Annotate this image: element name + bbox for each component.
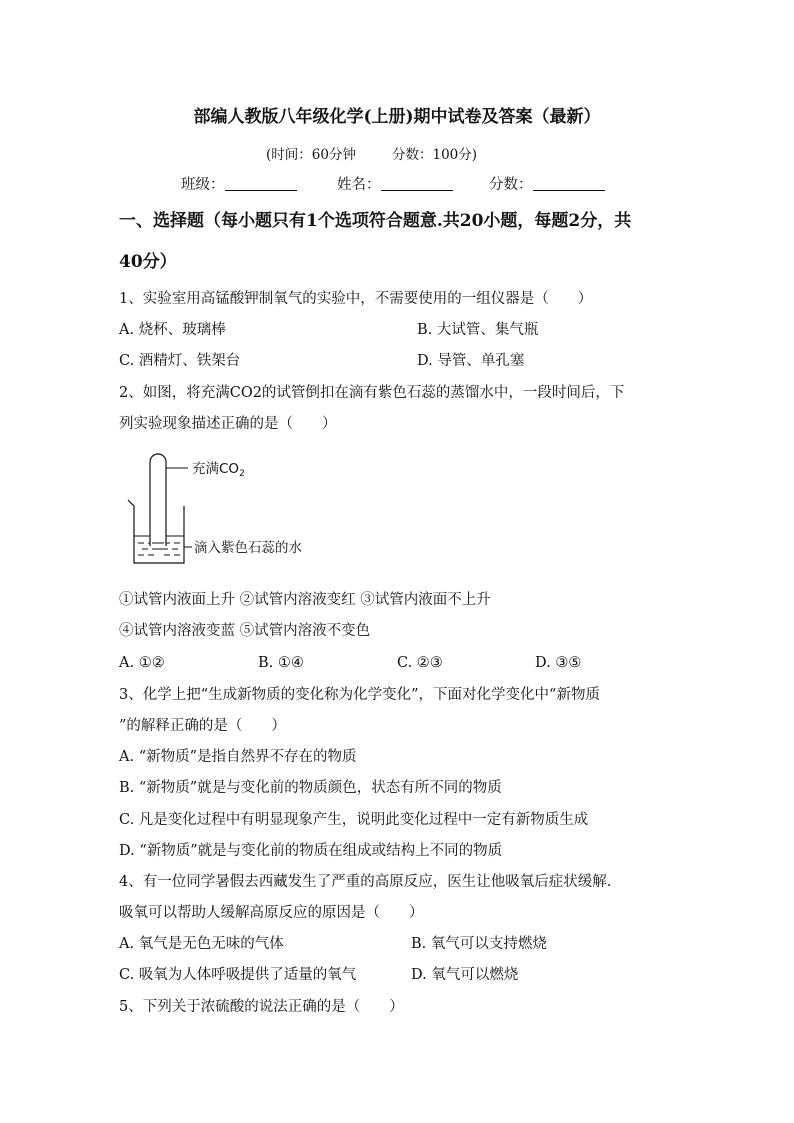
score-label: 分数：	[489, 177, 533, 193]
q3-option-b: B. “新物质”就是与变化前的物质颜色，状态有所不同的物质	[119, 780, 502, 796]
q1-option-a: A. 烧杯、玻璃棒	[119, 322, 226, 338]
q2-experiment-figure	[120, 448, 340, 573]
q2-stem-line1: 2、如图，将充满CO2的试管倒扣在滴有紫色石蕊的蒸馏水中，一段时间后，下	[119, 385, 625, 401]
q2-statements-line1: ①试管内液面上升 ②试管内溶液变红 ③试管内液面不上升	[119, 592, 491, 608]
q5-stem: 5、下列关于浓硫酸的说法正确的是（ ）	[119, 999, 404, 1015]
q1-option-c: C. 酒精灯、铁架台	[119, 353, 241, 369]
q4-stem-line1: 4、有一位同学暑假去西藏发生了严重的高原反应，医生让他吸氧后症状缓解.	[119, 874, 612, 890]
q1-option-d: D. 导管、单孔塞	[417, 353, 525, 369]
q3-option-d: D. “新物质”就是与变化前的物质在组成或结构上不同的物质	[119, 843, 503, 859]
q2-statements-line2: ④试管内溶液变蓝 ⑤试管内溶液不变色	[119, 623, 371, 639]
exam-total-score: 分数：100分)	[392, 147, 478, 163]
q4-option-c: C. 吸氧为人体呼吸提供了适量的氧气	[119, 967, 357, 983]
class-label: 班级：	[181, 177, 225, 193]
inverted-test-tube	[150, 454, 166, 546]
score-blank[interactable]	[533, 175, 605, 191]
section-heading-line1: 一、选择题（每小题只有1个选项符合题意.共20小题，每题2分，共	[119, 211, 632, 231]
q3-option-a: A. “新物质”是指自然界不存在的物质	[119, 749, 357, 765]
q3-option-c: C. 凡是变化过程中有明显现象产生，说明此变化过程中一定有新物质生成	[119, 812, 589, 828]
section-heading-line2: 40分）	[119, 252, 177, 272]
exam-time: (时间：60分钟	[266, 147, 356, 163]
name-label: 姓名：	[337, 177, 381, 193]
q2-option-c: C. ②③	[397, 655, 443, 671]
q4-option-d: D. 氧气可以燃烧	[411, 967, 519, 983]
q2-option-d: D. ③⑤	[535, 655, 582, 671]
name-blank[interactable]	[381, 175, 453, 191]
q4-stem-line2: 吸氧可以帮助人缓解高原反应的原因是（ ）	[119, 905, 424, 921]
fig-label-water: 滴入紫色石蕊的水	[194, 540, 302, 556]
q2-option-a: A. ①②	[119, 655, 165, 671]
q3-stem-line1: 3、化学上把“生成新物质的变化称为化学变化”，下面对化学变化中“新物质	[119, 687, 600, 703]
fig-label-co2: 充满$CO_2$	[192, 461, 245, 479]
q4-option-a: A. 氧气是无色无味的气体	[119, 936, 284, 952]
q4-option-b: B. 氧气可以支持燃烧	[411, 936, 547, 952]
q1-stem: 1、实验室用高锰酸钾制氧气的实验中，不需要使用的一组仪器是（ ）	[119, 291, 593, 307]
q2-option-b: B. ①④	[258, 655, 304, 671]
score-field	[489, 175, 605, 195]
q3-stem-line2: ”的解释正确的是（ ）	[119, 718, 286, 734]
class-field	[181, 175, 297, 195]
class-blank[interactable]	[225, 175, 297, 191]
q2-stem-line2: 列实验现象描述正确的是（ ）	[119, 416, 337, 432]
page-title: 部编人教版八年级化学(上册)期中试卷及答案（最新）	[193, 107, 601, 127]
name-field	[337, 175, 453, 195]
q1-option-b: B. 大试管、集气瓶	[417, 322, 539, 338]
